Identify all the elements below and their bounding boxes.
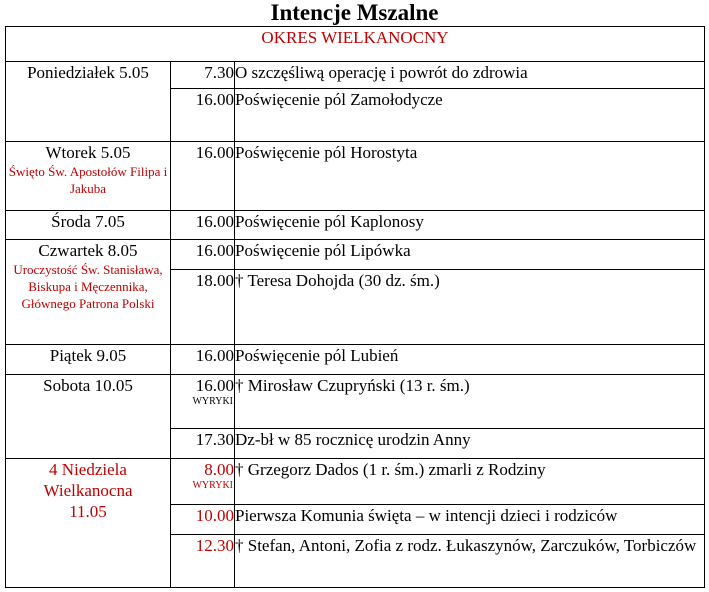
day-cell [6,142,171,211]
day-cell [6,345,171,375]
day-label: Środa 7.05 [51,212,125,231]
day-cell [6,62,171,142]
time-cell: 17.30 [171,429,235,459]
feast-label: Święto Św. Apostołów Filipa i Jakuba [8,164,168,196]
time-cell: 12.30 [171,535,235,588]
intention-cell: Poświęcenie pól Lubień [235,345,705,375]
table-row [6,345,705,375]
mass-time: 16.00 [195,376,234,395]
time-cell: 10.00 [171,505,235,535]
day-label: Wtorek 5.05 [45,143,131,162]
intention-cell: Poświęcenie pól Kaplonosy [235,211,705,240]
day-label: Poniedziałek 5.05 [27,63,149,82]
time-cell: 7.30 [171,62,235,89]
day-label: Piątek 9.05 [49,346,127,365]
time-cell: 16.00 [171,345,235,375]
period-header: OKRES WIELKANOCNY [6,27,705,62]
time-cell: 16.00 [171,142,235,211]
day-cell [6,459,171,588]
intention-cell: † Grzegorz Dados (1 r. śm.) zmarli z Rodziny [235,459,705,505]
table-row [6,459,705,505]
time-cell [171,459,235,505]
intention-cell: O szczęśliwą operację i powrót do zdrowia [235,62,705,89]
period-header-row [6,27,705,62]
intention-cell: Dz-bł w 85 rocznicę urodzin Anny [235,429,705,459]
page-title: Intencje Mszalne [270,0,439,25]
intention-cell: Poświęcenie pól Lipówka [235,240,705,270]
mass-schedule-table [5,26,705,588]
day-cell [6,375,171,459]
feast-label: Uroczystość Św. Stanisława, Biskupa i Męczennika, Głównego Patrona Polski [13,262,163,311]
table-row [6,142,705,211]
intention-cell: † Teresa Dohojda (30 dz. śm.) [235,270,705,345]
intention-cell: † Stefan, Antoni, Zofia z rodz. Łukaszynów, Zarczuków, Torbiczów [235,535,705,588]
time-cell: 16.00 [171,211,235,240]
table-row [6,62,705,89]
table-row [6,375,705,429]
location-note: WYRYKI [192,480,233,491]
intention-cell: † Mirosław Czupryński (13 r. śm.) [235,375,705,429]
intention-cell: Poświęcenie pól Horostyta [235,142,705,211]
location-note: WYRYKI [192,396,233,407]
day-label: 4 Niedziela Wielkanocna 11.05 [43,460,133,521]
day-cell [6,211,171,240]
time-cell: 16.00 [171,89,235,142]
intention-cell: Poświęcenie pól Zamołodycze [235,89,705,142]
day-label: Czwartek 8.05 [38,241,138,260]
time-cell: 16.00 [171,240,235,270]
time-cell [171,375,235,429]
time-cell: 18.00 [171,270,235,345]
day-label: Sobota 10.05 [43,376,133,395]
day-cell [6,240,171,345]
table-row [6,211,705,240]
intention-cell: Pierwsza Komunia święta – w intencji dzieci i rodziców [235,505,705,535]
table-row [6,240,705,270]
mass-time: 8.00 [204,460,234,479]
